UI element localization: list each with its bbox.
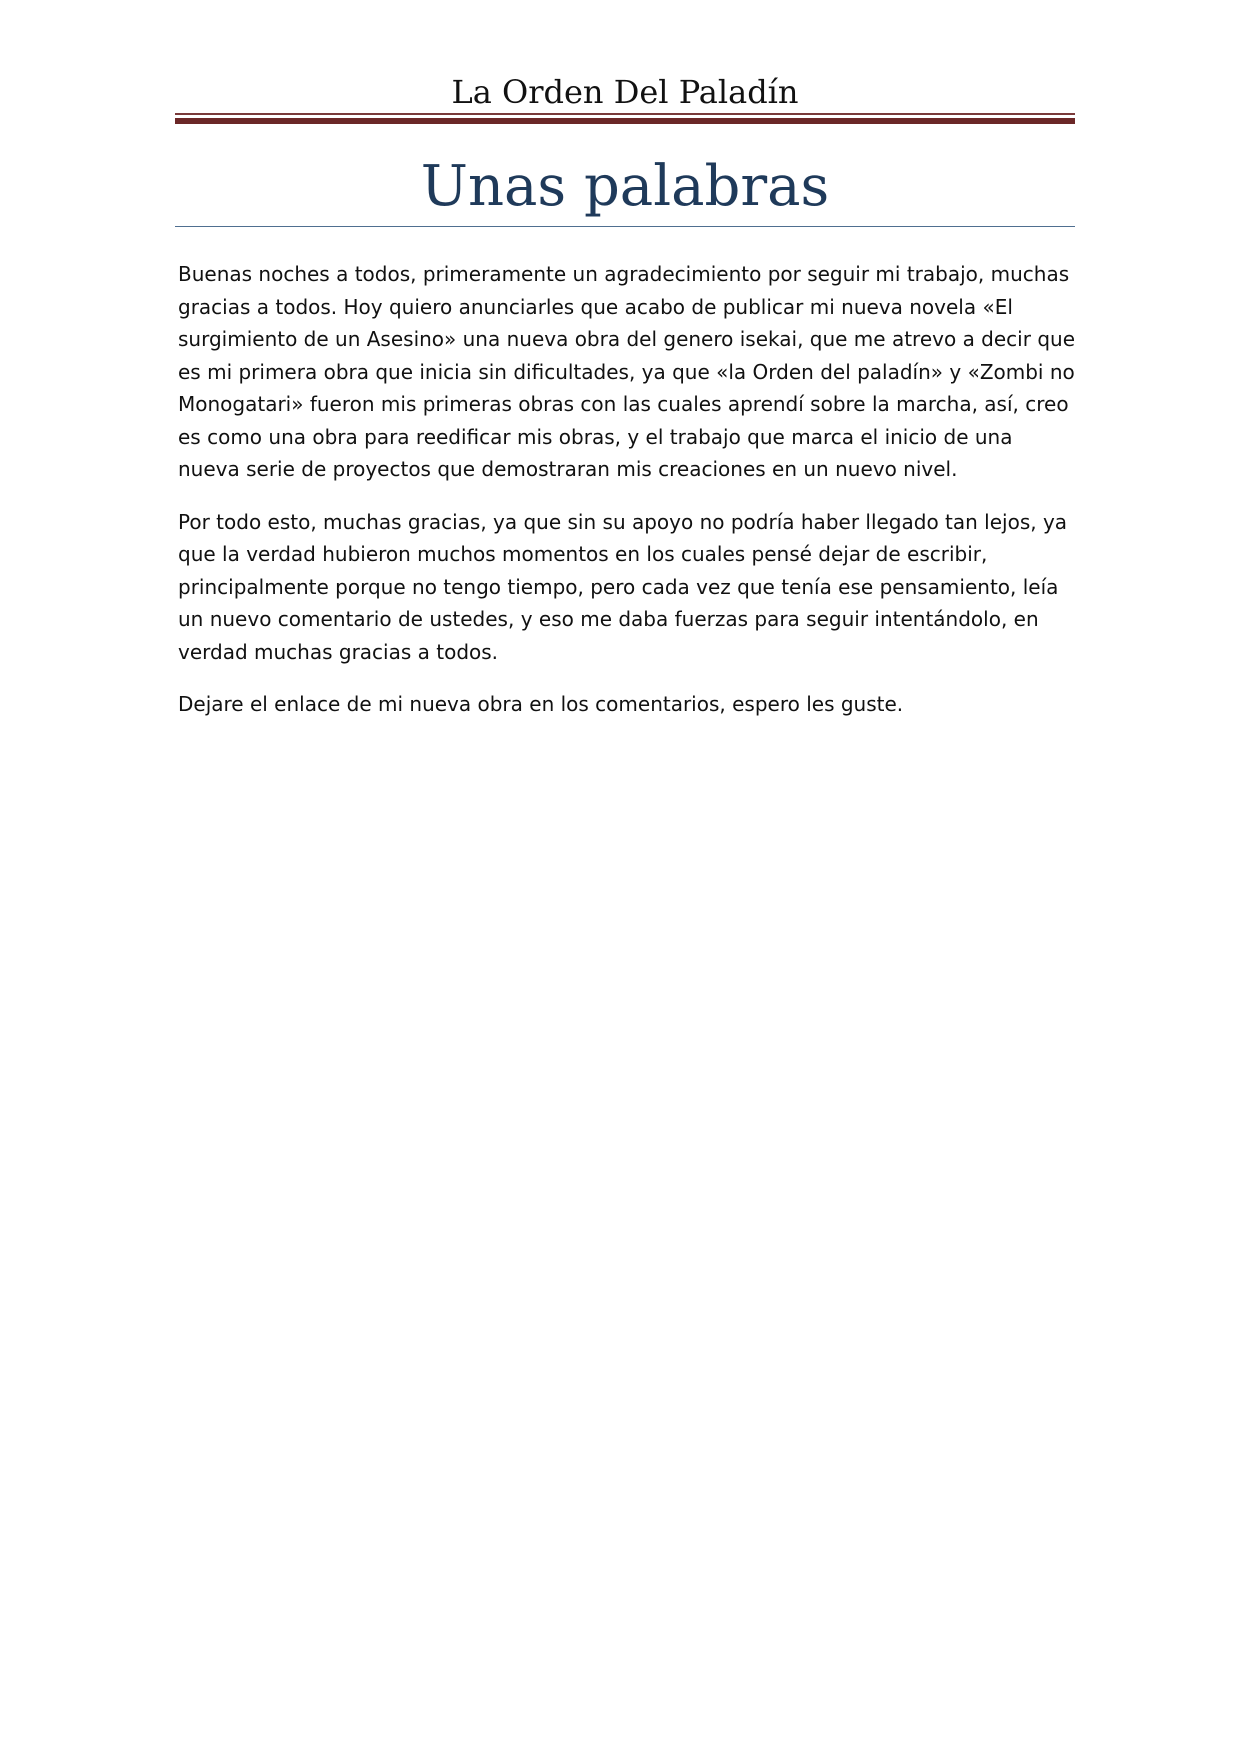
header-divider-thick xyxy=(175,118,1075,124)
running-header-title: La Orden Del Paladín xyxy=(451,73,799,111)
paragraph: Buenas noches a todos, primeramente un agradecimiento por seguir mi trabajo, muchas gracias a todos. Hoy quiero anunciarles que acabo de publicar mi nueva novela «El surgimiento de un Asesino» una nueva obra del genero isekai, que me atrevo a decir que es mi primera obra que inicia sin dificultades, ya que «la Orden del paladín» y «Zombi no Monogatari» fueron mis primeras obras con las cuales aprendí sobre la marcha, así, creo es como una obra para reedificar mis obras, y el trabajo que marca el inicio de una nueva serie de proyectos que demostraran mis creaciones en un nuevo nivel. xyxy=(178,262,1075,481)
body-text xyxy=(178,258,1078,741)
header-divider-thin xyxy=(175,113,1075,115)
paragraph: Por todo esto, muchas gracias, ya que sin su apoyo no podría haber llegado tan lejos, ya que la verdad hubieron muchos momentos en los cuales pensé dejar de escribir, principalmente porque no tengo tiempo, pero cada vez que tenía ese pensamiento, leía un nuevo comentario de ustedes, y eso me daba fuerzas para seguir intentándolo, en verdad muchas gracias a todos. xyxy=(178,509,1068,664)
title-divider xyxy=(175,226,1075,227)
page-title: Unas palabras xyxy=(420,154,830,219)
paragraph: Dejare el enlace de mi nueva obra en los comentarios, espero les guste. xyxy=(178,692,904,716)
